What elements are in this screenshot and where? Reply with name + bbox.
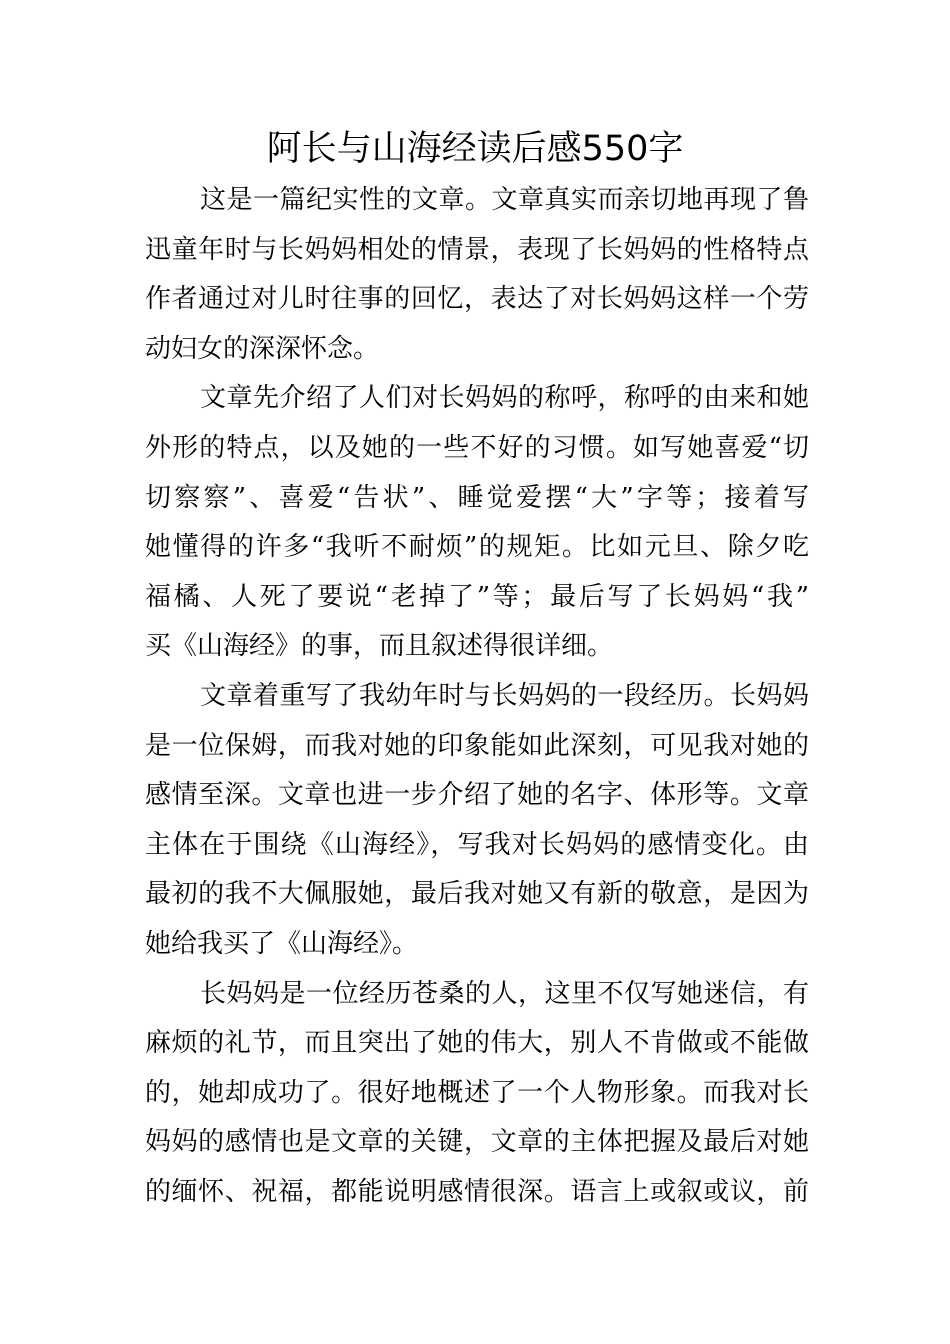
paragraph-line: 文章着重写了我幼年时与长妈妈的一段经历。长妈妈	[200, 680, 809, 711]
paragraph-3	[145, 672, 809, 970]
paragraph-line: 妈妈的感情也是文章的关键，文章的主体把握及最后对她	[145, 1127, 809, 1158]
paragraph-line: 福橘、人死了要说“老掉了”等；最后写了长妈妈“我”	[145, 581, 809, 612]
paragraph-line: 的，她却成功了。很好地概述了一个人物形象。而我对长	[145, 1077, 809, 1108]
paragraph-line: 主体在于围绕《山海经》，写我对长妈妈的感情变化。由	[145, 829, 809, 860]
paragraph-line: 最初的我不大佩服她，最后我对她又有新的敬意，是因为	[145, 879, 809, 910]
paragraph-line: 文章先介绍了人们对长妈妈的称呼，称呼的由来和她	[200, 383, 809, 414]
paragraph-line: 作者通过对儿时往事的回忆，表达了对长妈妈这样一个劳	[145, 284, 809, 315]
paragraph-1	[145, 176, 809, 374]
paragraph-line: 迅童年时与长妈妈相处的情景，表现了长妈妈的性格特点	[145, 234, 809, 265]
paragraph-line: 的缅怀、祝福，都能说明感情很深。语言上或叙或议，前	[145, 1176, 809, 1207]
paragraph-line: 是一位保姆，而我对她的印象能如此深刻，可见我对她的	[145, 730, 809, 761]
paragraph-4	[145, 970, 809, 1218]
paragraph-line: 买《山海经》的事，而且叙述得很详细。	[145, 631, 614, 662]
paragraph-line: 感情至深。文章也进一步介绍了她的名字、体形等。文章	[145, 780, 809, 811]
paragraph-line: 外形的特点，以及她的一些不好的习惯。如写她喜爱“切	[145, 432, 809, 463]
document-body	[145, 176, 809, 1217]
paragraph-line: 动妇女的深深怀念。	[145, 333, 380, 364]
paragraph-2	[145, 374, 809, 672]
paragraph-line: 她懂得的许多“我听不耐烦”的规矩。比如元旦、除夕吃	[145, 532, 809, 563]
paragraph-line: 长妈妈是一位经历苍桑的人，这里不仅写她迷信，有	[200, 978, 809, 1009]
document-title: 阿长与山海经读后感550字	[266, 129, 684, 169]
paragraph-line: 这是一篇纪实性的文章。文章真实而亲切地再现了鲁	[200, 185, 809, 215]
paragraph-line: 她给我买了《山海经》。	[145, 928, 419, 959]
paragraph-line: 切察察”、喜爱“告状”、睡觉爱摆“大”字等；接着写	[145, 482, 809, 513]
paragraph-line: 麻烦的礼节，而且突出了她的伟大，别人不肯做或不能做	[145, 1028, 809, 1059]
